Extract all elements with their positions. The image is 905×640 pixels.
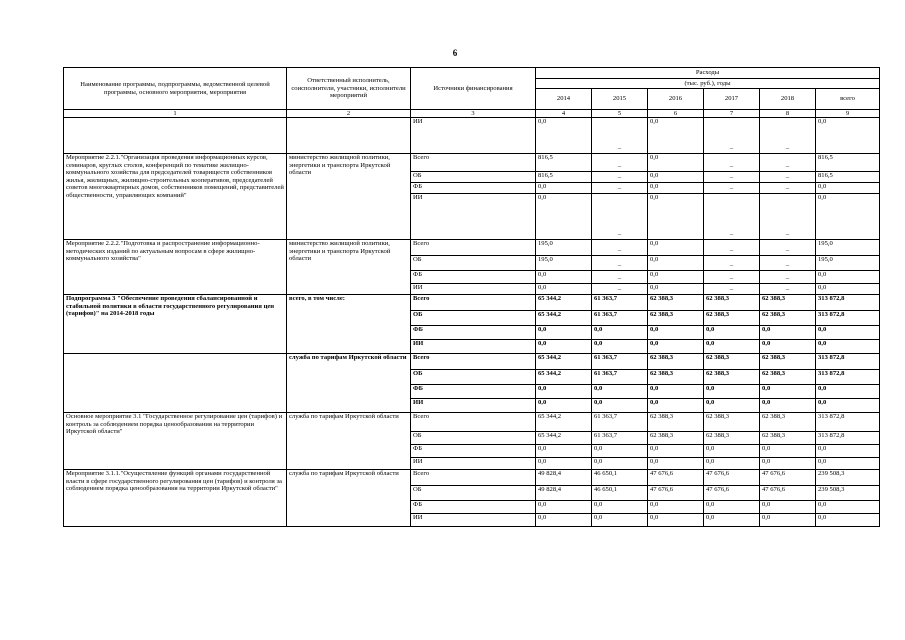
total-value-cell: 195,0 — [816, 240, 880, 256]
value-cell: 47 676,6 — [760, 470, 816, 486]
value-cell: 62 388,3 — [648, 354, 704, 370]
value-cell: 62 388,3 — [704, 311, 760, 326]
total-value-cell: 0,0 — [816, 118, 880, 154]
dash-cell: – — [592, 172, 648, 183]
value-cell: 0,0 — [592, 399, 648, 413]
value-cell: 62 388,3 — [760, 413, 816, 432]
financing-source-cell: ОБ — [411, 172, 536, 183]
financing-source-cell: ИИ — [411, 399, 536, 413]
value-cell: 0,0 — [536, 340, 592, 354]
total-value-cell: 313 872,8 — [816, 295, 880, 311]
financing-source-cell: ФБ — [411, 501, 536, 514]
value-cell: 0,0 — [648, 501, 704, 514]
financing-source-cell: ИИ — [411, 458, 536, 470]
value-cell: 49 828,4 — [536, 486, 592, 501]
program-name-cell — [64, 118, 287, 154]
total-value-cell: 0,0 — [816, 194, 880, 240]
total-value-cell: 0,0 — [816, 385, 880, 399]
dash-cell: – — [704, 154, 760, 172]
dash-cell: – — [704, 271, 760, 284]
value-cell: 62 388,3 — [648, 413, 704, 432]
total-value-cell: 0,0 — [816, 284, 880, 295]
value-cell: 0,0 — [536, 118, 592, 154]
financing-source-cell: ФБ — [411, 326, 536, 340]
value-cell: 0,0 — [648, 326, 704, 340]
dash-cell: – — [704, 256, 760, 271]
value-cell: 0,0 — [648, 284, 704, 295]
header-year-total: всего — [816, 89, 880, 110]
total-value-cell: 0,0 — [816, 183, 880, 194]
value-cell: 0,0 — [760, 340, 816, 354]
value-cell: 62 388,3 — [648, 311, 704, 326]
value-cell: 61 363,7 — [592, 311, 648, 326]
value-cell: 65 344,2 — [536, 311, 592, 326]
dash-cell: – — [704, 194, 760, 240]
column-number: 2 — [287, 110, 411, 118]
value-cell: 816,5 — [536, 154, 592, 172]
value-cell: 816,5 — [536, 172, 592, 183]
value-cell: 0,0 — [760, 326, 816, 340]
dash-cell: – — [760, 284, 816, 295]
value-cell: 62 388,3 — [760, 295, 816, 311]
dash-cell: – — [760, 271, 816, 284]
table-row — [64, 354, 880, 370]
total-value-cell: 816,5 — [816, 172, 880, 183]
value-cell: 0,0 — [648, 385, 704, 399]
value-cell: 0,0 — [648, 172, 704, 183]
financing-source-cell: Всего — [411, 295, 536, 311]
value-cell: 65 344,2 — [536, 432, 592, 445]
financing-source-cell: ИИ — [411, 284, 536, 295]
financing-source-cell: ОБ — [411, 370, 536, 385]
table-row — [64, 240, 880, 256]
value-cell: 0,0 — [704, 514, 760, 527]
value-cell: 46 650,1 — [592, 486, 648, 501]
total-value-cell: 239 508,3 — [816, 470, 880, 486]
header-year: 2014 — [536, 89, 592, 110]
dash-cell: – — [760, 154, 816, 172]
program-name-cell: Мероприятие 3.1.1."Осуществление функций органами государственной власти в сфере государственного регулирования цен (тарифов) и контроля за соблюдением порядка ценообразования на территории Иркутской области" — [64, 470, 287, 527]
value-cell: 61 363,7 — [592, 413, 648, 432]
column-number: 7 — [704, 110, 760, 118]
value-cell: 0,0 — [648, 340, 704, 354]
financing-source-cell: Всего — [411, 354, 536, 370]
column-number: 6 — [648, 110, 704, 118]
header-financing-source: Источники финансирования — [411, 68, 536, 110]
financing-source-cell: ИИ — [411, 514, 536, 527]
value-cell: 0,0 — [648, 183, 704, 194]
value-cell: 47 676,6 — [648, 470, 704, 486]
dash-cell: – — [704, 118, 760, 154]
value-cell: 0,0 — [536, 194, 592, 240]
value-cell: 47 676,6 — [648, 486, 704, 501]
value-cell: 0,0 — [704, 385, 760, 399]
value-cell: 0,0 — [704, 501, 760, 514]
value-cell: 0,0 — [704, 445, 760, 458]
financing-source-cell: Всего — [411, 154, 536, 172]
total-value-cell: 0,0 — [816, 445, 880, 458]
value-cell: 65 344,2 — [536, 413, 592, 432]
financing-source-cell: ФБ — [411, 445, 536, 458]
dash-cell: – — [760, 118, 816, 154]
expenses-table — [63, 67, 880, 527]
dash-cell: – — [592, 240, 648, 256]
total-value-cell: 0,0 — [816, 399, 880, 413]
value-cell: 0,0 — [760, 501, 816, 514]
value-cell: 0,0 — [760, 458, 816, 470]
value-cell: 62 388,3 — [760, 432, 816, 445]
total-value-cell: 0,0 — [816, 340, 880, 354]
table-row — [64, 295, 880, 311]
financing-source-cell: ФБ — [411, 183, 536, 194]
value-cell: 0,0 — [536, 385, 592, 399]
value-cell: 62 388,3 — [760, 311, 816, 326]
header-year: 2018 — [760, 89, 816, 110]
executor-cell: министерство жилищной политики, энергетики и транспорта Иркутской области — [287, 154, 411, 240]
dash-cell: – — [760, 240, 816, 256]
total-value-cell: 313 872,8 — [816, 432, 880, 445]
value-cell: 65 344,2 — [536, 354, 592, 370]
value-cell: 61 363,7 — [592, 370, 648, 385]
value-cell: 65 344,2 — [536, 370, 592, 385]
financing-source-cell: ОБ — [411, 432, 536, 445]
table-row — [64, 470, 880, 486]
value-cell: 0,0 — [648, 154, 704, 172]
column-number: 3 — [411, 110, 536, 118]
dash-cell: – — [592, 183, 648, 194]
financing-source-cell: Всего — [411, 413, 536, 432]
value-cell: 0,0 — [536, 326, 592, 340]
header-program-name: Наименование программы, подпрограммы, ведомственной целевой программы, основного мероприятия, мероприятия — [64, 68, 287, 110]
dash-cell: – — [592, 154, 648, 172]
value-cell: 0,0 — [760, 445, 816, 458]
column-number: 4 — [536, 110, 592, 118]
value-cell: 65 344,2 — [536, 295, 592, 311]
dash-cell: – — [760, 194, 816, 240]
header-year: 2016 — [648, 89, 704, 110]
financing-source-cell: ФБ — [411, 271, 536, 284]
value-cell: 0,0 — [536, 501, 592, 514]
executor-cell: служба по тарифам Иркутской области — [287, 470, 411, 527]
value-cell: 0,0 — [648, 271, 704, 284]
program-name-cell: Мероприятие 2.2.1."Организация проведения информационных курсов, семинаров, круглых столов, конференций по тематике жилищно-коммунального хозяйства для председателей товариществ собственников жилья, жилищных, жилищно-строительных кооперативов, председателей советов многоквартирных домов, собственников помещений, представителей общественности, управляющих компаний" — [64, 154, 287, 240]
financing-source-cell: ОБ — [411, 486, 536, 501]
value-cell: 0,0 — [536, 284, 592, 295]
value-cell: 62 388,3 — [704, 295, 760, 311]
dash-cell: – — [704, 240, 760, 256]
financing-source-cell: ОБ — [411, 256, 536, 271]
financing-source-cell: Всего — [411, 240, 536, 256]
value-cell: 0,0 — [648, 445, 704, 458]
value-cell: 0,0 — [536, 399, 592, 413]
value-cell: 46 650,1 — [592, 470, 648, 486]
dash-cell: – — [592, 284, 648, 295]
value-cell: 0,0 — [592, 501, 648, 514]
total-value-cell: 0,0 — [816, 326, 880, 340]
value-cell: 0,0 — [704, 399, 760, 413]
value-cell: 0,0 — [648, 240, 704, 256]
value-cell: 0,0 — [536, 445, 592, 458]
total-value-cell: 816,5 — [816, 154, 880, 172]
header-year: 2015 — [592, 89, 648, 110]
value-cell: 0,0 — [592, 514, 648, 527]
table-row — [64, 413, 880, 432]
value-cell: 0,0 — [592, 445, 648, 458]
value-cell: 0,0 — [592, 326, 648, 340]
value-cell: 0,0 — [648, 256, 704, 271]
executor-cell: всего, в том числе: — [287, 295, 411, 354]
value-cell: 62 388,3 — [648, 432, 704, 445]
table-row — [64, 118, 880, 154]
value-cell: 0,0 — [536, 271, 592, 284]
dash-cell: – — [592, 194, 648, 240]
executor-cell: служба по тарифам Иркутской области — [287, 354, 411, 413]
program-name-cell: Основное мероприятие 3.1 "Государственное регулирование цен (тарифов) и контроль за соблюдением порядка ценообразования на территории Иркутской области" — [64, 413, 287, 470]
value-cell: 0,0 — [536, 458, 592, 470]
value-cell: 0,0 — [760, 399, 816, 413]
value-cell: 61 363,7 — [592, 432, 648, 445]
value-cell: 195,0 — [536, 240, 592, 256]
value-cell: 0,0 — [704, 458, 760, 470]
value-cell: 0,0 — [592, 458, 648, 470]
financing-source-cell: ФБ — [411, 385, 536, 399]
program-name-cell: Подпрограмма 3 "Обеспечение проведения сбалансированной и стабильной политики в области государственного регулирования цен (тарифов)" на 2014-2018 годы — [64, 295, 287, 354]
value-cell: 195,0 — [536, 256, 592, 271]
total-value-cell: 0,0 — [816, 271, 880, 284]
value-cell: 0,0 — [592, 340, 648, 354]
header-expenses: Расходы — [536, 68, 880, 79]
total-value-cell: 239 508,3 — [816, 486, 880, 501]
value-cell: 0,0 — [704, 326, 760, 340]
dash-cell: – — [592, 271, 648, 284]
total-value-cell: 0,0 — [816, 458, 880, 470]
value-cell: 0,0 — [648, 458, 704, 470]
value-cell: 0,0 — [648, 399, 704, 413]
value-cell: 62 388,3 — [760, 370, 816, 385]
table-row — [64, 154, 880, 172]
program-name-cell — [64, 354, 287, 413]
total-value-cell: 195,0 — [816, 256, 880, 271]
value-cell: 0,0 — [592, 385, 648, 399]
value-cell: 61 363,7 — [592, 354, 648, 370]
program-name-cell: Мероприятие 2.2.2."Подготовка и распространение информационно-методических изданий по актуальным вопросам в сфере жилищно-коммунального хозяйства" — [64, 240, 287, 295]
dash-cell: – — [760, 256, 816, 271]
financing-source-cell: Всего — [411, 470, 536, 486]
executor-cell — [287, 118, 411, 154]
value-cell: 47 676,6 — [704, 470, 760, 486]
value-cell: 62 388,3 — [704, 354, 760, 370]
value-cell: 0,0 — [536, 514, 592, 527]
total-value-cell: 313 872,8 — [816, 354, 880, 370]
value-cell: 47 676,6 — [760, 486, 816, 501]
value-cell: 62 388,3 — [704, 432, 760, 445]
dash-cell: – — [704, 183, 760, 194]
value-cell: 62 388,3 — [760, 354, 816, 370]
value-cell: 0,0 — [648, 514, 704, 527]
value-cell: 62 388,3 — [704, 370, 760, 385]
header-unit: (тыс. руб.), годы — [536, 79, 880, 89]
page-number: 6 — [452, 48, 458, 58]
value-cell: 47 676,6 — [704, 486, 760, 501]
total-value-cell: 0,0 — [816, 514, 880, 527]
dash-cell: – — [760, 172, 816, 183]
value-cell: 0,0 — [648, 118, 704, 154]
value-cell: 49 828,4 — [536, 470, 592, 486]
total-value-cell: 313 872,8 — [816, 413, 880, 432]
column-number: 9 — [816, 110, 880, 118]
executor-cell: служба по тарифам Иркутской области — [287, 413, 411, 470]
value-cell: 62 388,3 — [704, 413, 760, 432]
financing-source-cell: ИИ — [411, 118, 536, 154]
total-value-cell: 313 872,8 — [816, 311, 880, 326]
value-cell: 0,0 — [704, 340, 760, 354]
value-cell: 0,0 — [760, 514, 816, 527]
value-cell: 62 388,3 — [648, 370, 704, 385]
header-year: 2017 — [704, 89, 760, 110]
column-number: 5 — [592, 110, 648, 118]
table-body — [64, 68, 880, 527]
executor-cell: министерство жилищной политики, энергетики и транспорта Иркутской области — [287, 240, 411, 295]
column-number: 8 — [760, 110, 816, 118]
column-number: 1 — [64, 110, 287, 118]
value-cell: 0,0 — [536, 183, 592, 194]
dash-cell: – — [592, 256, 648, 271]
financing-source-cell: ИИ — [411, 194, 536, 240]
value-cell: 61 363,7 — [592, 295, 648, 311]
total-value-cell: 313 872,8 — [816, 370, 880, 385]
financing-source-cell: ОБ — [411, 311, 536, 326]
total-value-cell: 0,0 — [816, 501, 880, 514]
header-executor: Ответственный исполнитель, соисполнители, участники, исполнители мероприятий — [287, 68, 411, 110]
value-cell: 0,0 — [760, 385, 816, 399]
value-cell: 0,0 — [648, 194, 704, 240]
dash-cell: – — [592, 118, 648, 154]
value-cell: 62 388,3 — [648, 295, 704, 311]
dash-cell: – — [704, 172, 760, 183]
dash-cell: – — [760, 183, 816, 194]
dash-cell: – — [704, 284, 760, 295]
financing-source-cell: ИИ — [411, 340, 536, 354]
